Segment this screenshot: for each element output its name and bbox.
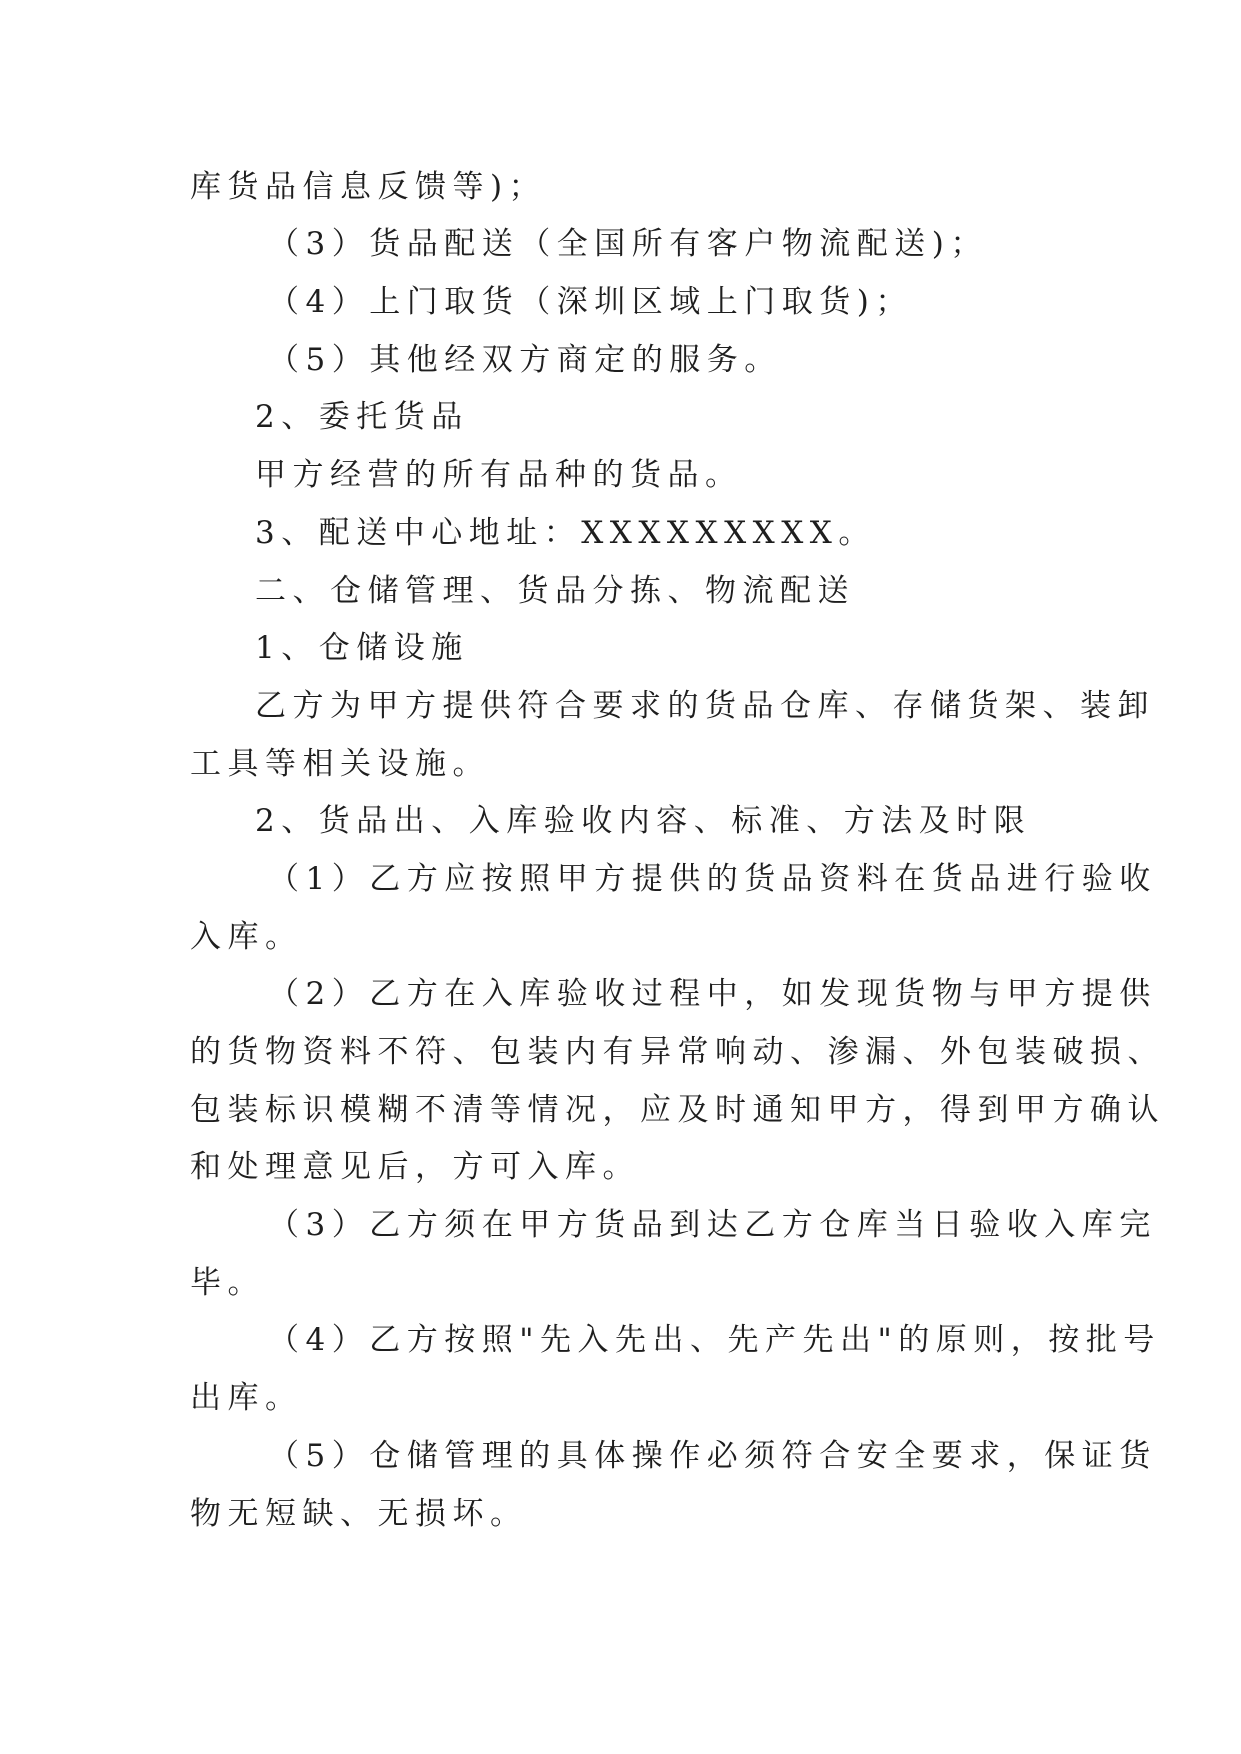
text-line: （2）乙方在入库验收过程中，如发现货物与甲方提供 <box>268 976 1157 1012</box>
text-line: （1）乙方应按照甲方提供的货品资料在货品进行验收 <box>268 861 1157 897</box>
text-line: 和处理意见后，方可入库。 <box>190 1149 640 1185</box>
section-heading: 3、配送中心地址：XXXXXXXXX。 <box>255 515 876 551</box>
section-heading: 1、仓储设施 <box>255 630 469 666</box>
section-heading: 2、货品出、入库验收内容、标准、方法及时限 <box>255 803 1032 839</box>
text-line: （5）仓储管理的具体操作必须符合安全要求，保证货 <box>268 1438 1157 1474</box>
text-line: 甲方经营的所有品种的货品。 <box>255 457 743 493</box>
text-line: （4）乙方按照"先入先出、先产先出"的原则，按批号 <box>268 1322 1161 1358</box>
text-line: 物无短缺、无损坏。 <box>190 1496 528 1532</box>
text-line: 工具等相关设施。 <box>190 746 490 782</box>
text-line: 库货品信息反馈等)； <box>190 169 547 205</box>
text-line: （3）乙方须在甲方货品到达乙方仓库当日验收入库完 <box>268 1207 1157 1243</box>
text-line: （5）其他经双方商定的服务。 <box>268 342 782 378</box>
text-line: （4）上门取货（深圳区域上门取货)； <box>268 284 913 320</box>
text-line: 的货物资料不符、包装内有异常响动、渗漏、外包装破损、 <box>190 1034 1165 1070</box>
text-line: 毕。 <box>190 1265 265 1301</box>
text-line: 入库。 <box>190 919 303 955</box>
chapter-heading: 二、仓储管理、货品分拣、物流配送 <box>255 573 855 609</box>
text-line: 乙方为甲方提供符合要求的货品仓库、存储货架、装卸 <box>255 688 1155 724</box>
section-heading: 2、委托货品 <box>255 399 469 435</box>
text-line: 包装标识模糊不清等情况，应及时通知甲方，得到甲方确认 <box>190 1092 1165 1128</box>
text-line: （3）货品配送（全国所有客户物流配送)； <box>268 226 988 262</box>
text-line: 出库。 <box>190 1380 303 1416</box>
